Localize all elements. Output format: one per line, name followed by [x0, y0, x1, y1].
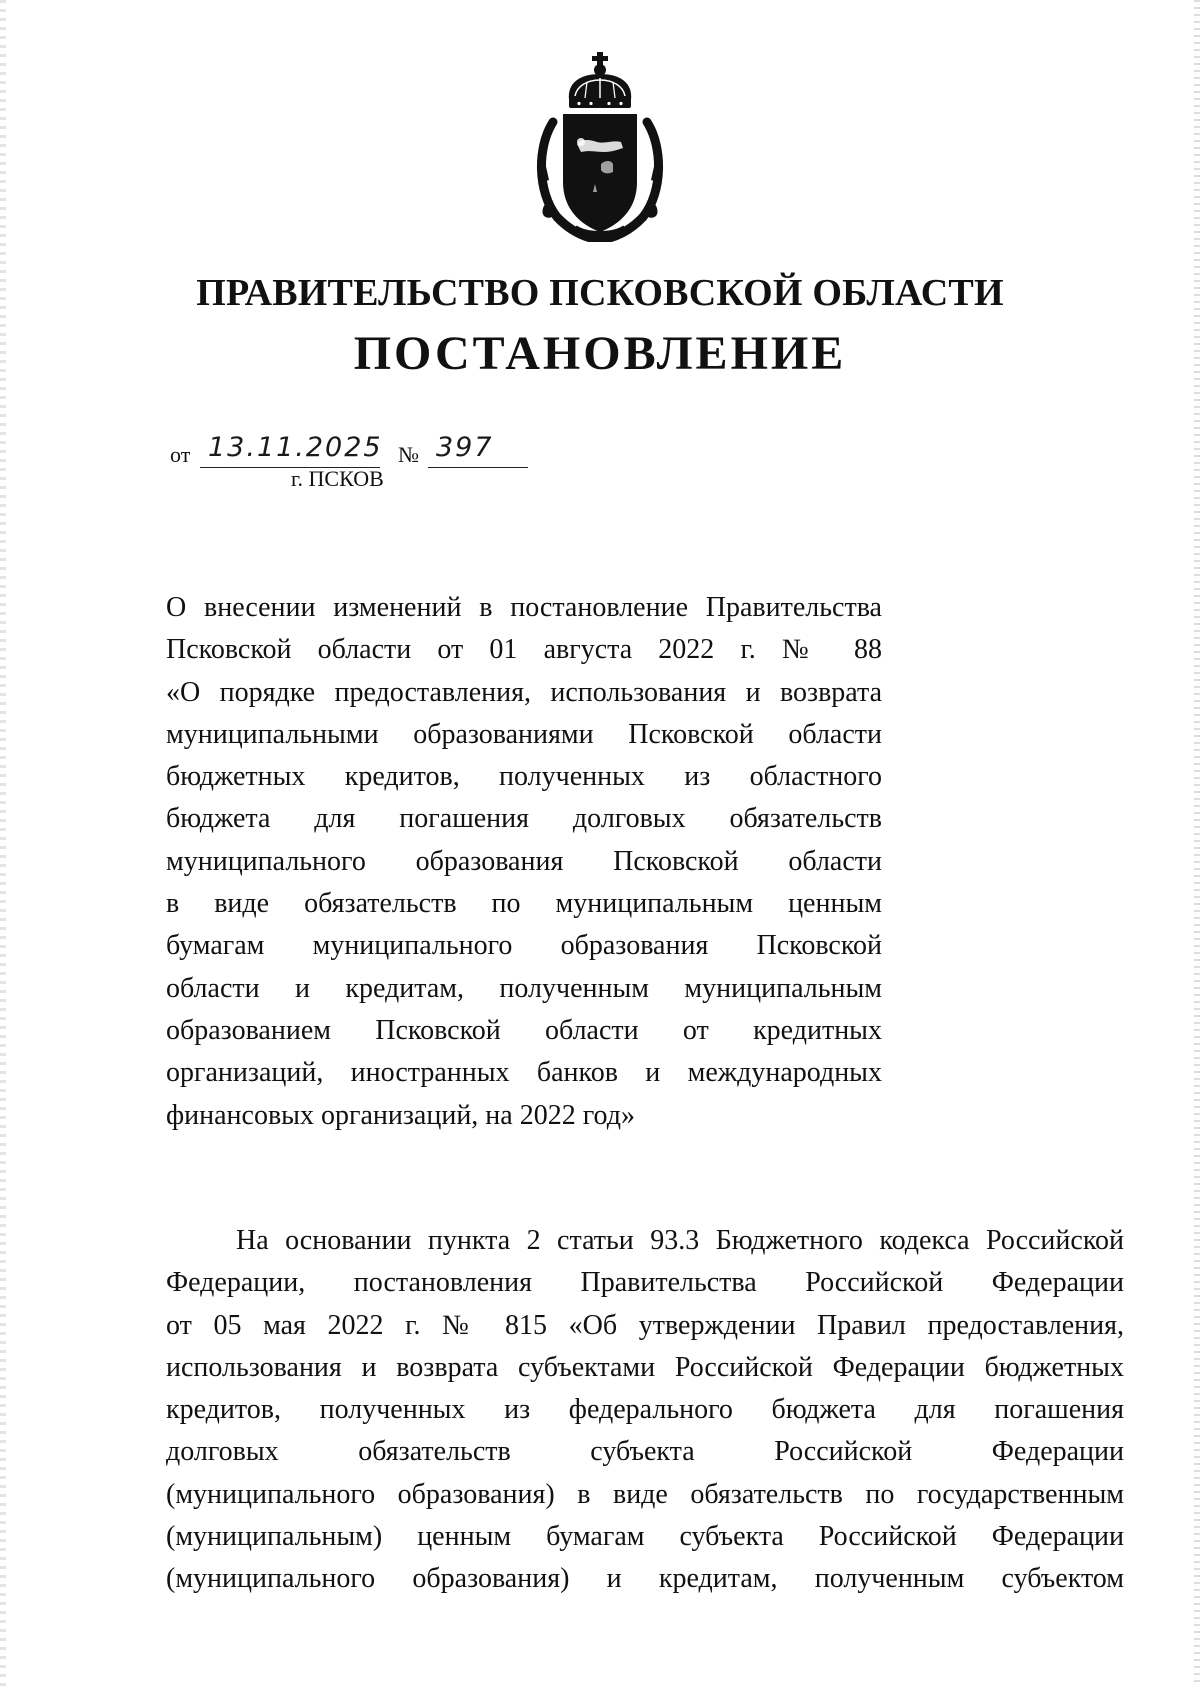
body-line: (муниципального образования) в виде обязательств по государственным — [166, 1478, 1124, 1510]
subject-line: бюджетных кредитов, полученных из областного — [166, 761, 882, 793]
subject-line: муниципальными образованиями Псковской области — [166, 718, 882, 750]
scan-edge-right — [1194, 0, 1200, 1686]
document-type-title: ПОСТАНОВЛЕНИЕ — [353, 327, 847, 380]
subject-line: образованием Псковской области от кредитных — [166, 1014, 882, 1046]
document-city: г. ПСКОВ — [291, 466, 384, 491]
date-prefix: от — [170, 442, 191, 467]
number-underline — [428, 467, 528, 468]
body-line: от 05 мая 2022 г. № 815 «Об утверждении Правил предоставления, — [166, 1309, 1124, 1341]
body-line: кредитов, полученных из федерального бюджета для погашения — [166, 1394, 1124, 1426]
subject-line: организаций, иностранных банков и международных — [166, 1057, 882, 1089]
subject-line: бумагам муниципального образования Псковской — [166, 930, 882, 962]
document-number: 397 — [436, 432, 494, 463]
document-date: 13.11.2025 — [208, 432, 383, 463]
body-line: (муниципального образования) и кредитам, полученным субъектом — [166, 1563, 1124, 1595]
subject-line: Псковской области от 01 августа 2022 г. № 88 — [166, 634, 882, 666]
document-subject — [166, 587, 882, 1137]
subject-line: финансовых организаций, на 2022 год» — [166, 1099, 635, 1131]
subject-line: муниципального образования Псковской области — [166, 845, 882, 877]
body-line: долговых обязательств субъекта Российской Федерации — [166, 1436, 1124, 1468]
subject-line: бюджета для погашения долговых обязательств — [166, 803, 882, 835]
body-line: Федерации, постановления Правительства Российской Федерации — [166, 1267, 1124, 1299]
body-line: использования и возврата субъектами Российской Федерации бюджетных — [166, 1351, 1124, 1383]
scan-edge-left — [0, 0, 6, 1686]
document-body — [166, 1220, 1124, 1601]
subject-line: области и кредитам, полученным муниципальным — [166, 972, 882, 1004]
pskov-coat-of-arms-icon — [531, 52, 669, 242]
body-line: (муниципальным) ценным бумагам субъекта Российской Федерации — [166, 1521, 1124, 1553]
subject-line: О внесении изменений в постановление Правительства — [166, 592, 882, 623]
body-line: На основании пункта 2 статьи 93.3 Бюджетного кодекса Российской — [236, 1225, 1124, 1256]
subject-line: в виде обязательств по муниципальным ценным — [166, 888, 882, 920]
subject-line: «О порядке предоставления, использования и возврата — [166, 676, 882, 708]
number-sign: № — [398, 442, 419, 467]
organization-title: ПРАВИТЕЛЬСТВО ПСКОВСКОЙ ОБЛАСТИ — [196, 272, 1004, 314]
